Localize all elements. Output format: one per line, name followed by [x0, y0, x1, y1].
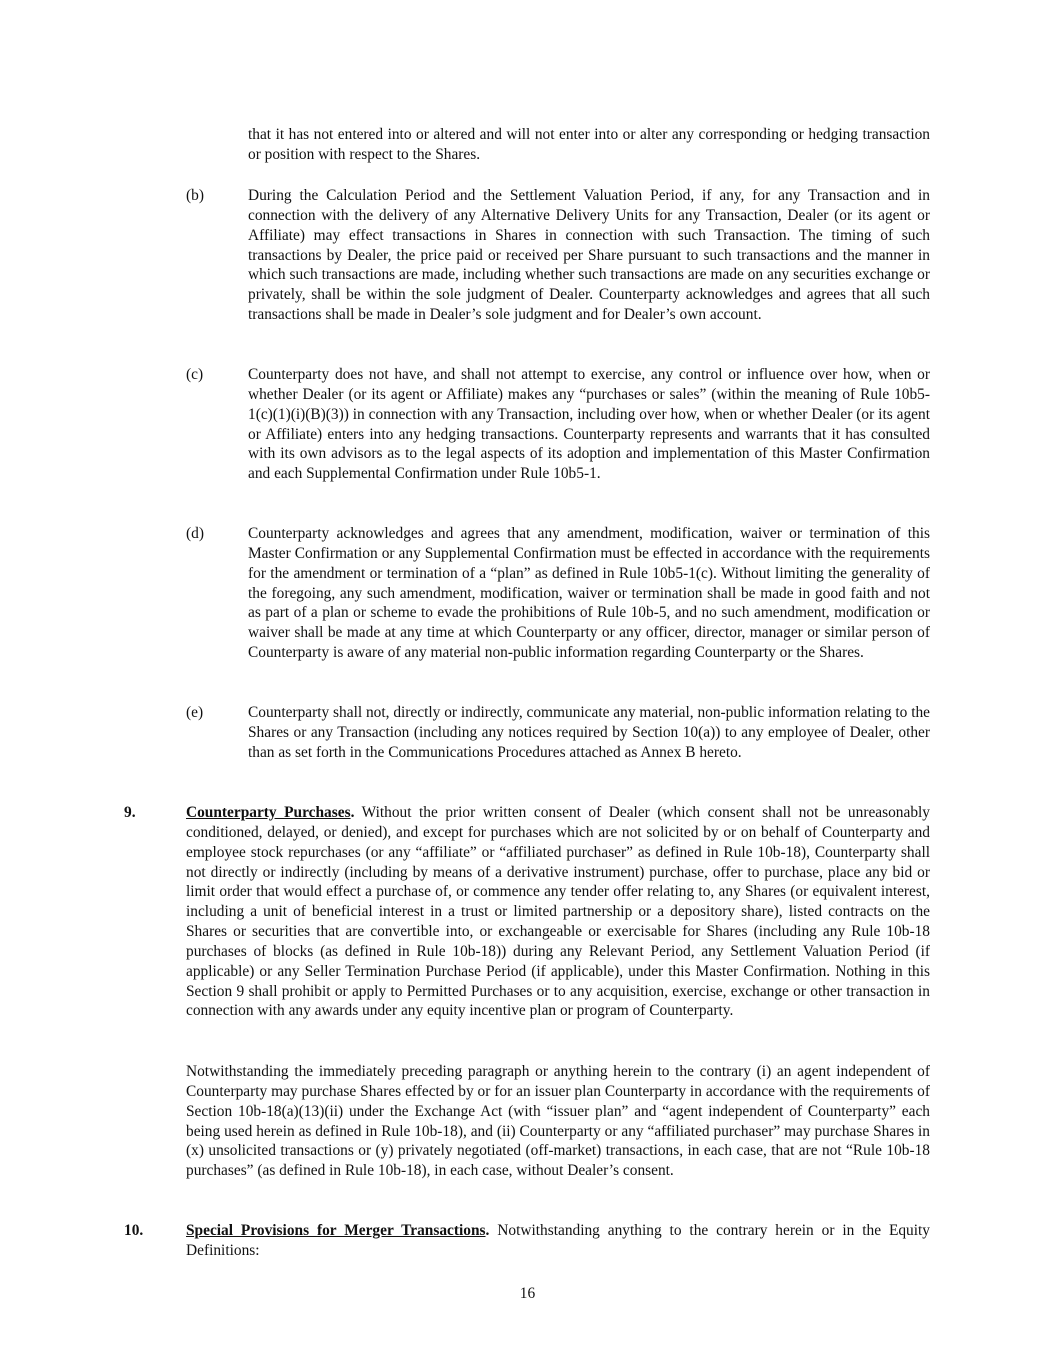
subsection-c-text: Counterparty does not have, and shall not attempt to exercise, any control or influence over how, when or whether Dealer (or its agent or Affiliate) makes any “purchases or sales” (within the meaning of Rule 10b5-1(c)(1)(i)(B)(3)) in connection with any Transaction, including over how, when or whether Dealer (or its agent or Affiliate) enters into any hedging transactions. Counterparty represents and warrants that it has consulted with its own advisors as to the legal aspects of its adoption and implementation of this Master Confirmation and each Supplemental Confirmation under Rule 10b5-1.	[248, 366, 930, 483]
section-9-number: 9.	[124, 804, 136, 821]
section-10-number: 10.	[124, 1222, 144, 1239]
page-number: 16	[519, 1285, 536, 1302]
section-10-heading-period: .	[485, 1222, 490, 1239]
subsection-c-label: (c)	[186, 366, 204, 383]
section-9-heading: Counterparty Purchases	[186, 804, 351, 821]
section-10-heading: Special Provisions for Merger Transactions	[186, 1222, 486, 1239]
section-9-paragraph	[186, 803, 930, 1021]
continuation-paragraph: that it has not entered into or altered and will not enter into or alter any corresponding or hedging transaction or position with respect to the Shares.	[248, 126, 930, 163]
subsection-e-label: (e)	[186, 704, 204, 721]
section-10-paragraph	[186, 1221, 930, 1261]
section-9-paragraph-2: Notwithstanding the immediately preceding paragraph or anything herein to the contrary (i) an agent independent of Counterparty may purchase Shares effected by or for an issuer plan Counterparty in accordance with the requirements of Section 10b-18(a)(13)(ii) under the Exchange Act (with “issuer plan” and “agent independent of Counterparty” each being used herein as defined in Rule 10b-18), and (ii) Counterparty or any “affiliated purchaser” may purchase Shares in (x) unsolicited transactions or (y) privately negotiated (off-market) transactions, in each case, that are not “Rule 10b-18 purchases” (as defined in Rule 10b-18), in each case, without Dealer’s consent.	[186, 1063, 930, 1180]
section-9-heading-period: .	[350, 804, 355, 821]
subsection-b-label: (b)	[186, 187, 204, 204]
subsection-d-label: (d)	[186, 525, 204, 542]
subsection-b-text: During the Calculation Period and the Settlement Valuation Period, if any, for any Transaction and in connection with the delivery of any Alternative Delivery Units for any Transaction, Dealer (or its agent or Affiliate) may effect transactions in Shares in connection with such Transaction. The timing of such transactions by Dealer, the price paid or received per Share pursuant to such transactions and the manner in which such transactions are made, including whether such transactions are made on any securities exchange or privately, shall be within the sole judgment of Dealer. Counterparty acknowledges and agrees that all such transactions shall be made in Dealer’s sole judgment and for Dealer’s own account.	[248, 187, 930, 324]
subsection-d-text: Counterparty acknowledges and agrees that any amendment, modification, waiver or termination of this Master Confirmation or any Supplemental Confirmation must be effected in accordance with the requirements for the amendment or termination of a “plan” as defined in Rule 10b5-1(c). Without limiting the generality of the foregoing, any such amendment, modification, waiver or termination shall be made in good faith and not as part of a plan or scheme to evade the prohibitions of Rule 10b-5, and no such amendment, modification or waiver shall be made at any time at which Counterparty or any officer, director, manager or similar person of Counterparty is aware of any material non-public information regarding Counterparty or the Shares.	[248, 525, 930, 662]
subsection-e-text: Counterparty shall not, directly or indirectly, communicate any material, non-public information relating to the Shares or any Transaction (including any notices required by Section 10(a)) to any employee of Dealer, other than as set forth in the Communications Procedures attached as Annex B hereto.	[248, 704, 930, 761]
section-10-body: Notwithstanding anything to the contrary herein or in the Equity Definitions:	[186, 1222, 930, 1259]
section-9-body: Without the prior written consent of Dealer (which consent shall not be unreasonably conditioned, delayed, or denied), and except for purchases which are not solicited by or on behalf of Counterparty and employee stock repurchases (or any “affiliate” or “affiliated purchaser” as defined in Rule 10b-18), Counterparty shall not directly or indirectly (including by means of a derivative instrument) purchase, offer to purchase, place any bid or limit order that would effect a purchase of, or commence any tender offer relating to, any Shares (or equivalent interest, including a unit of beneficial interest in a trust or limited partnership or a depository share), listed contracts on the Shares or securities that are convertible into, or exchangeable or exercisable for Shares (including any Rule 10b-18 purchases of blocks (as defined in Rule 10b-18)) during any Relevant Period, any Settlement Valuation Period (if applicable) or any Seller Termination Purchase Period (if applicable), under this Master Confirmation. Nothing in this Section 9 shall prohibit or apply to Permitted Purchases or to any acquisition, exercise, exchange or other transaction in connection with any awards under any equity incentive plan or program of Counterparty.	[186, 804, 930, 1020]
